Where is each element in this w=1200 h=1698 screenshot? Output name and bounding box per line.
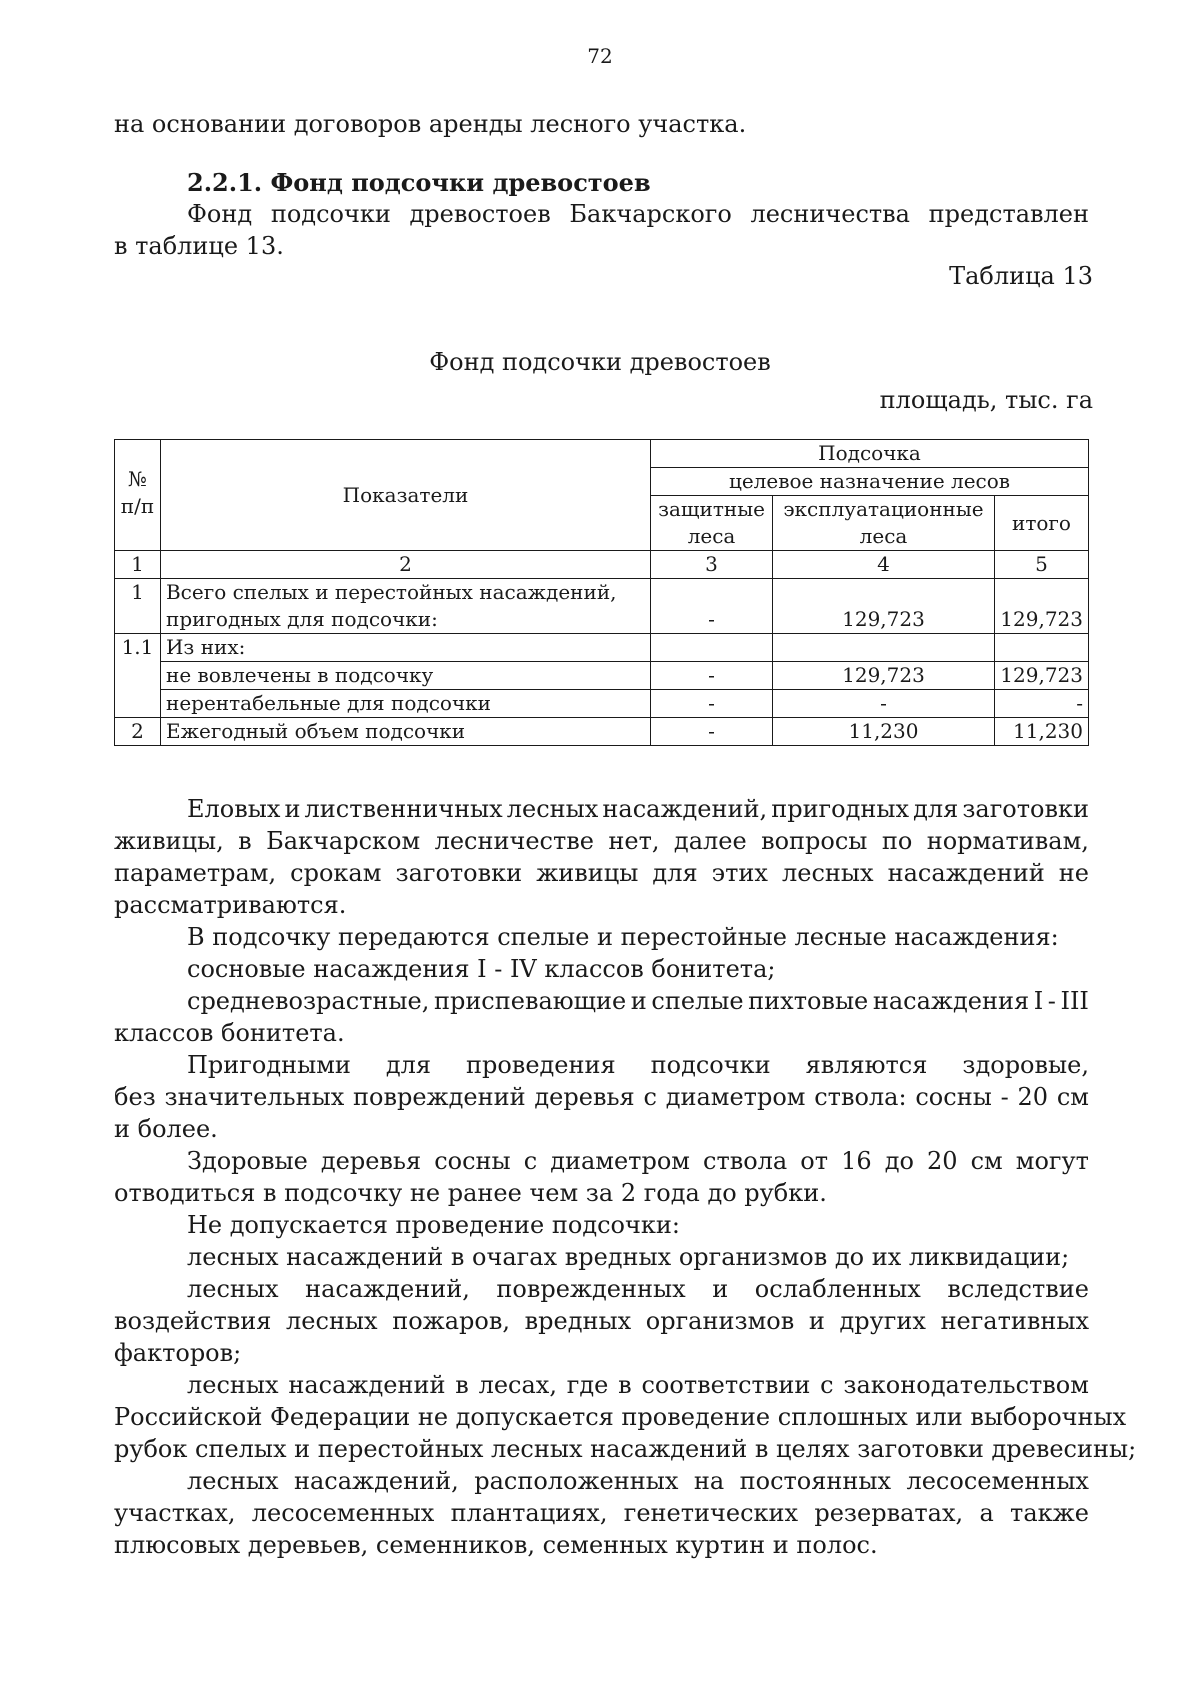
word: лесных	[506, 795, 599, 823]
section-heading: 2.2.1. Фонд подсочки древостоев	[187, 168, 651, 197]
colnum-1: 1	[115, 551, 161, 579]
paragraph-line: плюсовых деревьев, семенников, семенных куртин и полос.	[114, 1531, 878, 1559]
header-purpose: целевое назначение лесов	[651, 468, 1089, 496]
word: лесных	[286, 1307, 378, 1335]
word: значительных	[164, 1083, 345, 1111]
header-protective: защитные леса	[651, 496, 773, 551]
row-total: 129,723	[994, 662, 1088, 690]
word: где	[566, 1371, 609, 1399]
row-operational: 11,230	[773, 718, 995, 746]
paragraph-line	[187, 1369, 1089, 1401]
word: вопросы	[761, 827, 868, 855]
paragraph-line: сосновые насаждения I - IV классов бонитета;	[187, 955, 776, 983]
word: представлен	[928, 200, 1089, 228]
table-caption: Таблица 13	[949, 262, 1093, 290]
row-label: не вовлечены в подсочку	[160, 662, 650, 690]
word: диаметром	[550, 1147, 690, 1175]
row-num: 1	[115, 579, 161, 634]
word: и	[630, 987, 647, 1015]
word: законодательством	[843, 1371, 1089, 1399]
word: вследствие	[947, 1275, 1089, 1303]
word: участках,	[114, 1499, 236, 1527]
word: организмов	[645, 1307, 795, 1335]
word: постоянных	[739, 1467, 892, 1495]
word: и	[808, 1307, 825, 1335]
word: плантациях,	[450, 1499, 608, 1527]
word: 20	[1017, 1083, 1049, 1111]
word: пихтовые	[748, 987, 869, 1015]
word: с	[820, 1371, 834, 1399]
paragraph-line: Российской Федерации не допускается проведение сплошных или выборочных	[114, 1403, 1127, 1431]
row-num: 1.1	[115, 634, 161, 662]
table-row	[115, 579, 1089, 634]
word: а	[979, 1499, 994, 1527]
table-row	[115, 690, 1089, 718]
word: -	[1047, 987, 1056, 1015]
word: других	[839, 1307, 926, 1335]
word: по	[881, 827, 913, 855]
header-tapping: Подсочка	[651, 440, 1089, 468]
word: диаметром	[665, 1083, 806, 1111]
word: древостоев	[409, 200, 551, 228]
row-label: Ежегодный объем подсочки	[160, 718, 650, 746]
word: от	[800, 1147, 829, 1175]
word: негативных	[940, 1307, 1089, 1335]
word: на	[693, 1467, 725, 1495]
table-row	[115, 634, 1089, 662]
paragraph-line: рассматриваются.	[114, 891, 347, 919]
word: Бакчарского	[569, 200, 732, 228]
table-row	[115, 662, 1089, 690]
row-num	[115, 662, 161, 690]
paragraph-line: и более.	[114, 1115, 218, 1143]
section-intro-line1	[187, 198, 1089, 230]
paragraph-line	[114, 825, 1089, 857]
paragraph-line: лесных насаждений в очагах вредных организмов до их ликвидации;	[187, 1243, 1070, 1271]
word: с	[523, 1147, 538, 1175]
paragraph-line: факторов;	[114, 1339, 242, 1367]
header-indicators: Показатели	[160, 440, 650, 551]
paragraph-line: отводиться в подсочку не ранее чем за 2 года до рубки.	[114, 1179, 827, 1207]
word: насаждений,	[602, 795, 768, 823]
word: для	[385, 1051, 432, 1079]
word: являются	[805, 1051, 928, 1079]
word: генетических	[623, 1499, 799, 1527]
word: лесничества	[750, 200, 910, 228]
paragraph-line	[114, 1497, 1089, 1529]
word: ствола:	[814, 1083, 907, 1111]
word: лесосеменных	[251, 1499, 435, 1527]
row-protective: -	[651, 579, 773, 634]
word: пожаров,	[392, 1307, 511, 1335]
word: лесничестве	[434, 827, 594, 855]
row-total	[994, 634, 1088, 662]
word: деревья	[534, 1083, 635, 1111]
word: также	[1010, 1499, 1089, 1527]
word: нет,	[608, 827, 660, 855]
word: подсочки	[270, 200, 391, 228]
word: здоровые,	[962, 1051, 1089, 1079]
word: сосны	[434, 1147, 511, 1175]
word: Пригодными	[187, 1051, 351, 1079]
header-operational: эксплуатационные леса	[773, 496, 995, 551]
row-protective: -	[651, 718, 773, 746]
word: лесах,	[478, 1371, 557, 1399]
row-num: 2	[115, 718, 161, 746]
word: в	[618, 1371, 632, 1399]
word: пригодных	[771, 795, 909, 823]
word: насаждений,	[305, 1275, 470, 1303]
word: расположенных	[474, 1467, 679, 1495]
word: и	[712, 1275, 729, 1303]
word: резерватах,	[814, 1499, 964, 1527]
word: лесных	[187, 1275, 279, 1303]
paragraph-line: Не допускается проведение подсочки:	[187, 1211, 680, 1239]
word: заготовки	[395, 859, 523, 887]
row-label-line2: пригодных для подсочки:	[165, 607, 438, 631]
table-title: Фонд подсочки древостоев	[429, 348, 771, 376]
word: Бакчарском	[266, 827, 421, 855]
section-intro-line2: в таблице 13.	[114, 232, 284, 260]
word: лесных	[187, 1371, 279, 1399]
header-total: итого	[994, 496, 1088, 551]
word: подсочки	[650, 1051, 771, 1079]
colnum-4: 4	[773, 551, 995, 579]
paragraph-line	[114, 857, 1089, 889]
word: III	[1060, 987, 1089, 1015]
table-unit: площадь, тыс. га	[879, 386, 1093, 414]
row-label-line1: Всего спелых и перестойных насаждений,	[165, 580, 617, 604]
row-protective: -	[651, 662, 773, 690]
word: заготовки	[962, 795, 1089, 823]
row-protective: -	[651, 690, 773, 718]
word: без	[114, 1083, 156, 1111]
word: срокам	[290, 859, 382, 887]
paragraph-line: рубок спелых и перестойных лесных насаждений в целях заготовки древесины;	[114, 1435, 1137, 1463]
colnum-3: 3	[651, 551, 773, 579]
word: насаждений	[887, 859, 1045, 887]
word: спелые	[651, 987, 744, 1015]
word: вредных	[524, 1307, 632, 1335]
word: 16	[841, 1147, 872, 1175]
word: см	[1056, 1083, 1089, 1111]
paragraph-line	[187, 793, 1089, 825]
word: и	[284, 795, 301, 823]
word: проведения	[466, 1051, 616, 1079]
paragraph-line: В подсочку передаются спелые и перестойные лесные насаждения:	[187, 923, 1059, 951]
row-label: Из них:	[160, 634, 650, 662]
word: лиственничных	[304, 795, 503, 823]
word: параметрам,	[114, 859, 277, 887]
word: приспевающие	[433, 987, 627, 1015]
word: сосны	[915, 1083, 992, 1111]
word: воздействия	[114, 1307, 272, 1335]
word: живицы,	[114, 827, 224, 855]
word: деревья	[320, 1147, 422, 1175]
word: см	[970, 1147, 1003, 1175]
word: в	[238, 827, 252, 855]
row-label: нерентабельные для подсочки	[160, 690, 650, 718]
word: Еловых	[187, 795, 281, 823]
row-total: 129,723	[994, 579, 1088, 634]
intro-line: на основании договоров аренды лесного участка.	[114, 110, 747, 138]
row-total: 11,230	[994, 718, 1088, 746]
row-total: -	[994, 690, 1088, 718]
paragraph-line	[114, 1081, 1089, 1113]
paragraph-line	[187, 1049, 1089, 1081]
word: насаждений,	[294, 1467, 459, 1495]
word: для	[913, 795, 959, 823]
word: повреждений	[353, 1083, 526, 1111]
word: лесосеменных	[906, 1467, 1089, 1495]
word: средневозрастные,	[187, 987, 430, 1015]
word: нормативам,	[926, 827, 1089, 855]
word: не	[1058, 859, 1089, 887]
word: насаждения	[872, 987, 1030, 1015]
word: с	[643, 1083, 657, 1111]
word: Фонд	[187, 200, 253, 228]
colnum-5: 5	[994, 551, 1088, 579]
word: для	[652, 859, 698, 887]
colnum-2: 2	[160, 551, 650, 579]
word: в	[455, 1371, 469, 1399]
word: насаждений	[288, 1371, 446, 1399]
word: 20	[927, 1147, 958, 1175]
word: лесных	[782, 859, 874, 887]
word: до	[884, 1147, 914, 1175]
row-label	[160, 579, 650, 634]
paragraph-line	[187, 985, 1089, 1017]
row-operational: -	[773, 690, 995, 718]
table-row	[115, 718, 1089, 746]
row-operational: 129,723	[773, 579, 995, 634]
paragraph-line	[114, 1305, 1089, 1337]
row-protective	[651, 634, 773, 662]
paragraph-line	[187, 1145, 1089, 1177]
word: далее	[673, 827, 747, 855]
word: Здоровые	[187, 1147, 308, 1175]
word: ствола	[703, 1147, 788, 1175]
word: лесных	[187, 1467, 279, 1495]
word: могут	[1015, 1147, 1089, 1175]
word: поврежденных	[496, 1275, 686, 1303]
paragraph-line	[187, 1465, 1089, 1497]
row-operational: 129,723	[773, 662, 995, 690]
word: живицы	[536, 859, 639, 887]
word: соответствии	[641, 1371, 811, 1399]
row-num	[115, 690, 161, 718]
word: I	[1033, 987, 1044, 1015]
paragraph-line	[187, 1273, 1089, 1305]
word: -	[1000, 1083, 1009, 1111]
paragraph-line: классов бонитета.	[114, 1019, 345, 1047]
header-num: № п/п	[115, 440, 161, 551]
word: ослабленных	[754, 1275, 921, 1303]
row-operational	[773, 634, 995, 662]
tapping-fund-table	[114, 439, 1089, 746]
word: этих	[711, 859, 768, 887]
page-number: 72	[587, 44, 613, 68]
